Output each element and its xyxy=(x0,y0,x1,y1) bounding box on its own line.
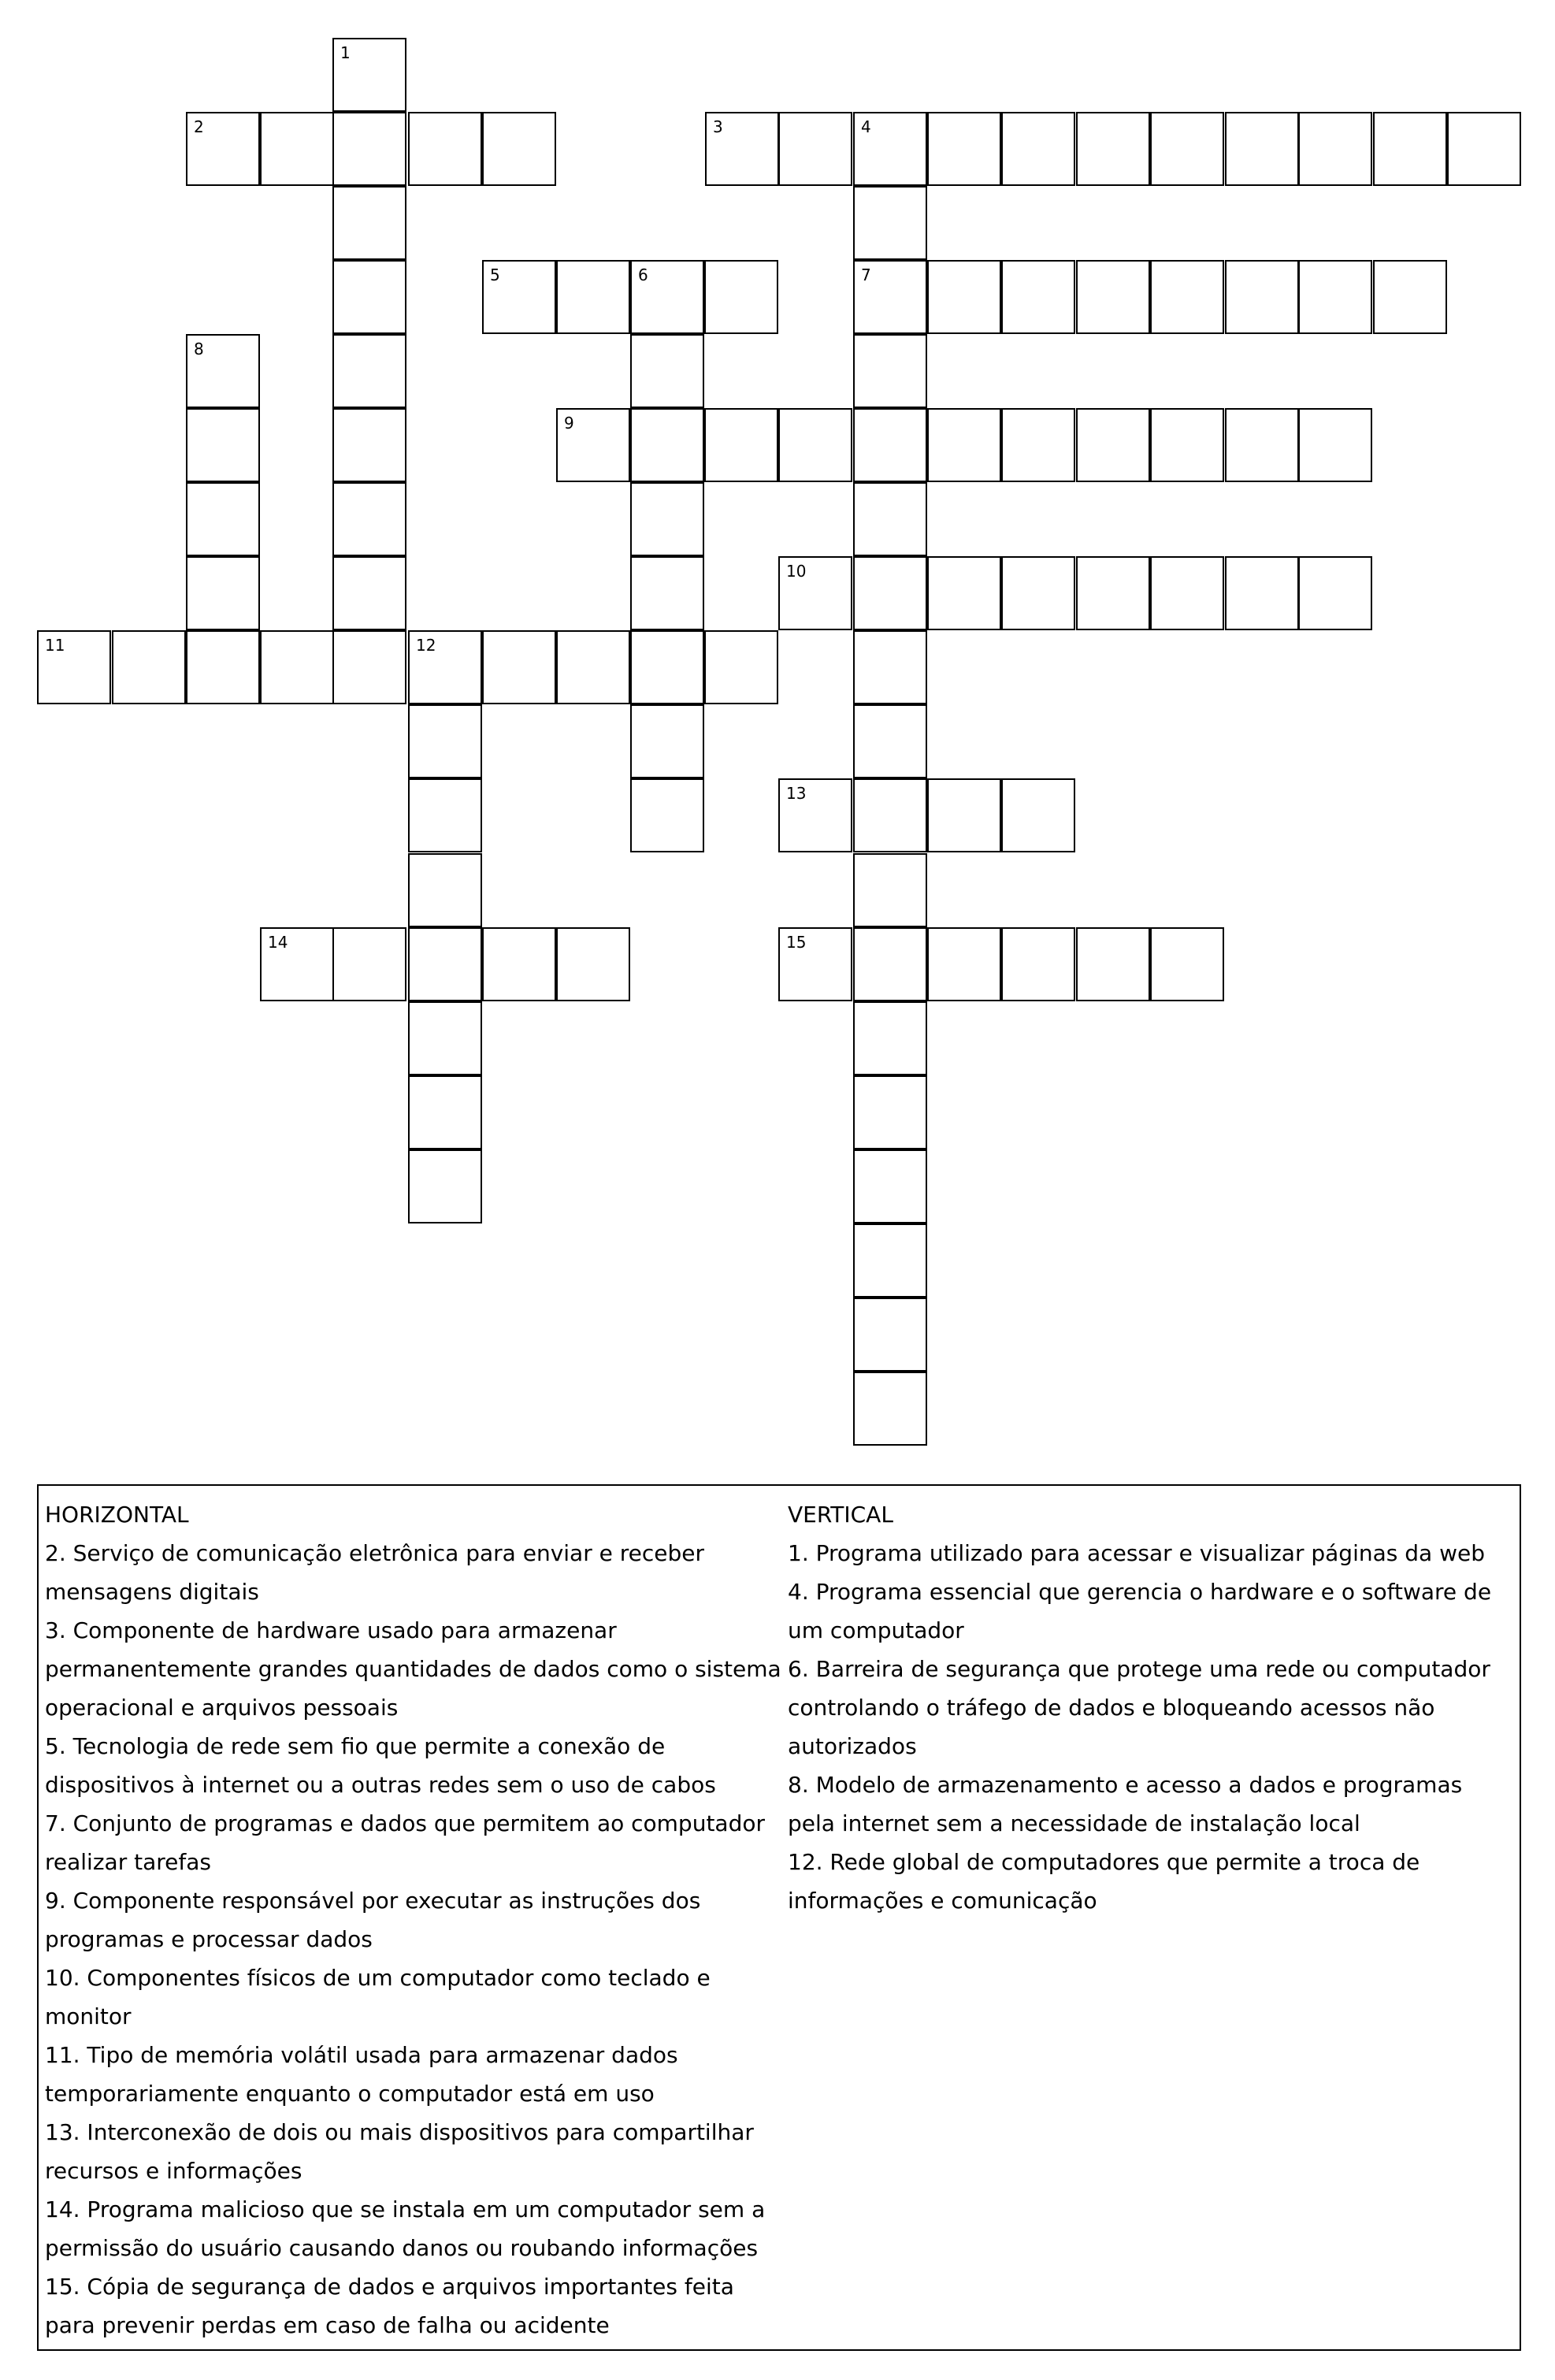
grid-cell[interactable] xyxy=(556,408,630,482)
horizontal-clues xyxy=(45,1495,785,2345)
clue-v-1: 1. Programa utilizado para acessar e visualizar páginas da web xyxy=(788,1540,1485,1566)
grid-cell[interactable] xyxy=(630,556,704,630)
grid-cell[interactable] xyxy=(1225,408,1299,482)
clue-number: 14 xyxy=(268,933,288,952)
grid-cell[interactable] xyxy=(408,1001,482,1075)
clue-number: 6 xyxy=(638,265,648,284)
grid-cell[interactable] xyxy=(408,704,482,778)
grid-cell[interactable] xyxy=(37,630,111,704)
grid-cell[interactable] xyxy=(408,853,482,927)
grid-cell[interactable] xyxy=(332,186,406,260)
grid-cell[interactable] xyxy=(112,630,186,704)
grid-cell[interactable] xyxy=(482,112,556,186)
grid-cell[interactable] xyxy=(482,927,556,1001)
grid-cell[interactable] xyxy=(853,853,927,927)
grid-cell[interactable] xyxy=(853,630,927,704)
grid-cell[interactable] xyxy=(332,408,406,482)
clue-number: 5 xyxy=(490,265,500,284)
clue-v-6: 6. Barreira de segurança que protege uma rede ou computador controlando o tráfego de dados e bloqueando acessos não autorizados xyxy=(788,1656,1490,1759)
clue-box xyxy=(37,1484,1521,2351)
grid-cell[interactable] xyxy=(630,482,704,556)
grid-cell[interactable] xyxy=(408,927,482,1001)
grid-cell[interactable] xyxy=(186,556,260,630)
grid-cell[interactable] xyxy=(853,186,927,260)
vertical-heading: VERTICAL xyxy=(788,1502,893,1528)
grid-cell[interactable] xyxy=(1150,927,1224,1001)
clue-h-11: 11. Tipo de memória volátil usada para armazenar dados temporariamente enquanto o computador está em uso xyxy=(45,2042,678,2107)
grid-cell[interactable] xyxy=(1001,112,1075,186)
grid-cell[interactable] xyxy=(1298,112,1372,186)
clue-v-8: 8. Modelo de armazenamento e acesso a dados e programas pela internet sem a necessidade de instalação local xyxy=(788,1772,1463,1836)
grid-cell[interactable] xyxy=(853,112,927,186)
grid-cell[interactable] xyxy=(1298,260,1372,334)
grid-cell[interactable] xyxy=(1001,927,1075,1001)
grid-cell[interactable] xyxy=(1225,556,1299,630)
grid-cell[interactable] xyxy=(778,112,852,186)
clue-number: 9 xyxy=(564,414,574,433)
grid-cell[interactable] xyxy=(853,260,927,334)
clue-h-15: 15. Cópia de segurança de dados e arquivos importantes feita para prevenir perdas em caso de falha ou acidente xyxy=(45,2274,734,2338)
clue-number: 1 xyxy=(340,43,351,62)
grid-cell[interactable] xyxy=(853,1075,927,1149)
grid-cell[interactable] xyxy=(1373,260,1447,334)
clue-number: 10 xyxy=(786,562,807,581)
grid-cell[interactable] xyxy=(186,630,260,704)
clue-h-9: 9. Componente responsável por executar as instruções dos programas e processar dados xyxy=(45,1888,701,1952)
grid-cell[interactable] xyxy=(482,630,556,704)
grid-cell[interactable] xyxy=(853,1298,927,1372)
clue-h-3: 3. Componente de hardware usado para armazenar permanentemente grandes quantidades de dados como o sistema operacional e arquivos pessoais xyxy=(45,1617,781,1721)
grid-cell[interactable] xyxy=(1150,260,1224,334)
clue-h-5: 5. Tecnologia de rede sem fio que permite a conexão de dispositivos à internet ou a outras redes sem o uso de cabos xyxy=(45,1733,716,1798)
clue-h-2: 2. Serviço de comunicação eletrônica para enviar e receber mensagens digitais xyxy=(45,1540,705,1605)
grid-cell[interactable] xyxy=(927,260,1001,334)
clue-number: 4 xyxy=(861,117,871,136)
grid-cell[interactable] xyxy=(853,556,927,630)
grid-cell[interactable] xyxy=(853,482,927,556)
grid-cell[interactable] xyxy=(408,630,482,704)
grid-cell[interactable] xyxy=(1076,556,1150,630)
grid-cell[interactable] xyxy=(1076,927,1150,1001)
grid-cell[interactable] xyxy=(332,482,406,556)
grid-cell[interactable] xyxy=(408,112,482,186)
clue-number: 3 xyxy=(713,117,723,136)
grid-cell[interactable] xyxy=(853,1223,927,1298)
grid-cell[interactable] xyxy=(482,260,556,334)
grid-cell[interactable] xyxy=(1150,556,1224,630)
grid-cell[interactable] xyxy=(704,408,778,482)
grid-cell[interactable] xyxy=(332,630,406,704)
grid-cell[interactable] xyxy=(1076,408,1150,482)
grid-cell[interactable] xyxy=(1150,112,1224,186)
grid-cell[interactable] xyxy=(630,704,704,778)
clue-number: 12 xyxy=(416,636,436,655)
grid-cell[interactable] xyxy=(186,408,260,482)
grid-cell[interactable] xyxy=(1001,260,1075,334)
grid-cell[interactable] xyxy=(927,408,1001,482)
grid-cell[interactable] xyxy=(853,1372,927,1446)
clue-number: 11 xyxy=(45,636,65,655)
grid-cell[interactable] xyxy=(630,408,704,482)
grid-cell[interactable] xyxy=(556,630,630,704)
clue-h-10: 10. Componentes físicos de um computador como teclado e monitor xyxy=(45,1965,711,2029)
clue-h-13: 13. Interconexão de dois ou mais dispositivos para compartilhar recursos e informações xyxy=(45,2119,754,2184)
grid-cell[interactable] xyxy=(186,334,260,408)
clue-number: 8 xyxy=(194,340,204,358)
horizontal-heading: HORIZONTAL xyxy=(45,1502,189,1528)
vertical-clues xyxy=(788,1495,1512,1920)
grid-cell[interactable] xyxy=(260,927,334,1001)
grid-cell[interactable] xyxy=(1225,260,1299,334)
grid-cell[interactable] xyxy=(927,927,1001,1001)
grid-cell[interactable] xyxy=(332,927,406,1001)
grid-cell[interactable] xyxy=(853,408,927,482)
grid-cell[interactable] xyxy=(704,630,778,704)
grid-cell[interactable] xyxy=(1076,260,1150,334)
grid-cell[interactable] xyxy=(853,704,927,778)
grid-cell[interactable] xyxy=(332,38,406,112)
grid-cell[interactable] xyxy=(1225,112,1299,186)
grid-cell[interactable] xyxy=(1298,408,1372,482)
grid-cell[interactable] xyxy=(853,1149,927,1223)
grid-cell[interactable] xyxy=(853,334,927,408)
grid-cell[interactable] xyxy=(1001,778,1075,852)
grid-cell[interactable] xyxy=(186,482,260,556)
grid-cell[interactable] xyxy=(1001,556,1075,630)
clue-v-4: 4. Programa essencial que gerencia o hardware e o software de um computador xyxy=(788,1579,1492,1643)
clue-h-7: 7. Conjunto de programas e dados que permitem ao computador realizar tarefas xyxy=(45,1810,766,1875)
grid-cell[interactable] xyxy=(778,556,852,630)
grid-cell[interactable] xyxy=(630,260,704,334)
grid-cell[interactable] xyxy=(630,630,704,704)
grid-cell[interactable] xyxy=(630,334,704,408)
grid-cell[interactable] xyxy=(853,927,927,1001)
grid-cell[interactable] xyxy=(778,927,852,1001)
grid-cell[interactable] xyxy=(186,112,260,186)
grid-cell[interactable] xyxy=(332,556,406,630)
grid-cell[interactable] xyxy=(778,408,852,482)
grid-cell[interactable] xyxy=(1373,112,1447,186)
grid-cell[interactable] xyxy=(705,112,779,186)
grid-cell[interactable] xyxy=(408,1075,482,1149)
grid-cell[interactable] xyxy=(1076,112,1150,186)
grid-cell[interactable] xyxy=(1298,556,1372,630)
grid-cell[interactable] xyxy=(704,260,778,334)
clue-number: 13 xyxy=(786,784,807,803)
grid-cell[interactable] xyxy=(556,260,630,334)
clue-number: 15 xyxy=(786,933,807,952)
grid-cell[interactable] xyxy=(332,112,406,186)
grid-cell[interactable] xyxy=(408,1149,482,1223)
grid-cell[interactable] xyxy=(408,778,482,852)
grid-cell[interactable] xyxy=(927,778,1001,852)
grid-cell[interactable] xyxy=(853,778,927,852)
clue-v-12: 12. Rede global de computadores que permite a troca de informações e comunicação xyxy=(788,1849,1420,1914)
grid-cell[interactable] xyxy=(778,778,852,852)
grid-cell[interactable] xyxy=(556,927,630,1001)
grid-cell[interactable] xyxy=(260,630,334,704)
grid-cell[interactable] xyxy=(853,1001,927,1075)
grid-cell[interactable] xyxy=(927,112,1001,186)
grid-cell[interactable] xyxy=(630,778,704,852)
clue-h-14: 14. Programa malicioso que se instala em um computador sem a permissão do usuário causando danos ou roubando informações xyxy=(45,2196,766,2261)
grid-cell[interactable] xyxy=(1150,408,1224,482)
clue-number: 2 xyxy=(194,117,204,136)
grid-cell[interactable] xyxy=(1001,408,1075,482)
grid-cell[interactable] xyxy=(1447,112,1521,186)
grid-cell[interactable] xyxy=(260,112,334,186)
clue-number: 7 xyxy=(861,265,871,284)
grid-cell[interactable] xyxy=(332,260,406,334)
grid-cell[interactable] xyxy=(927,556,1001,630)
grid-cell[interactable] xyxy=(332,334,406,408)
